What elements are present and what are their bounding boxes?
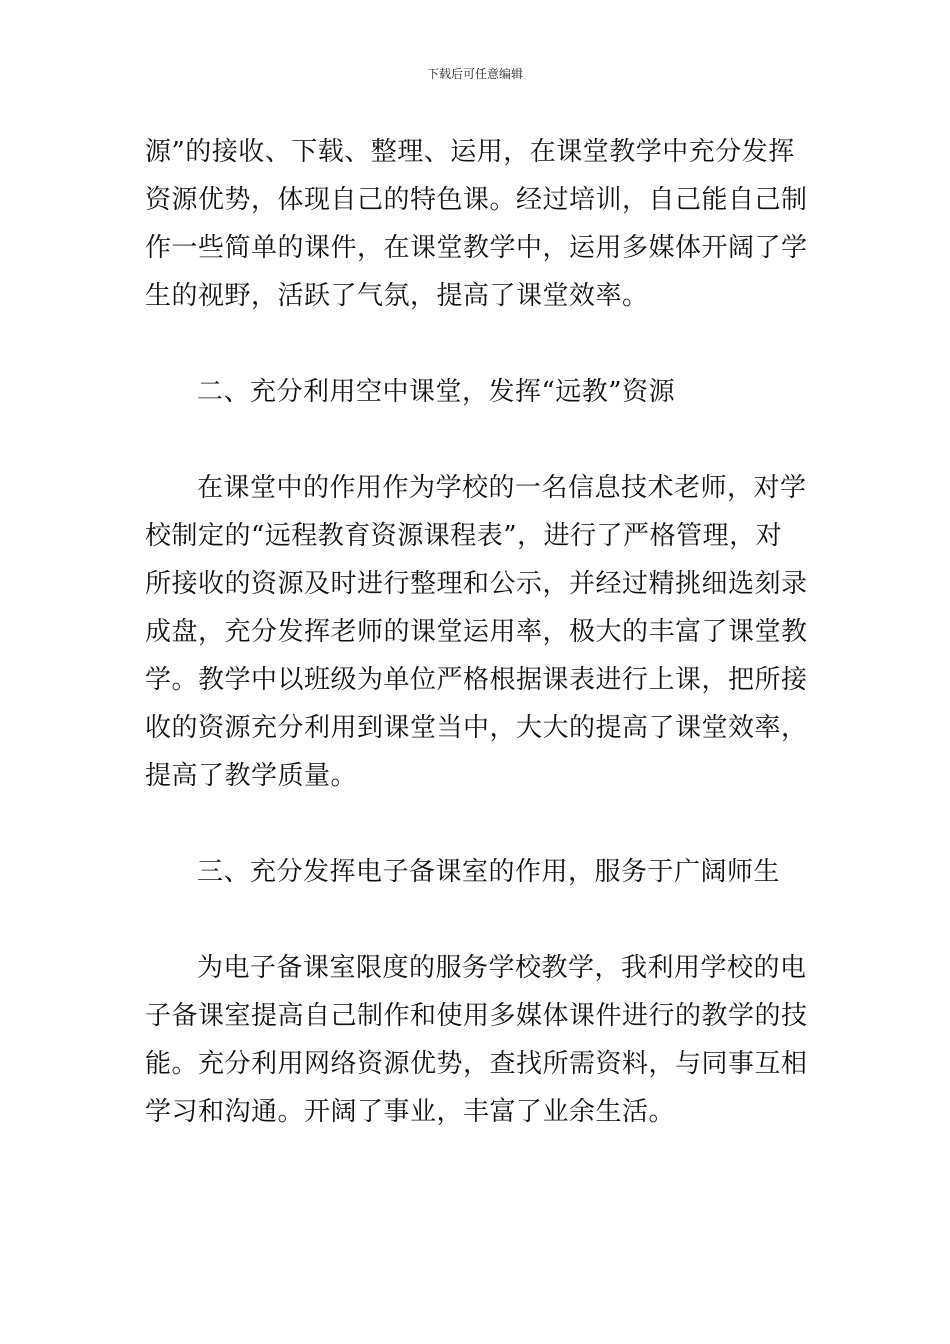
paragraph-line: 能。充分利用网络资源优势，查找所需资料，与同事互相 [145,1049,808,1079]
page-header: 下载后可任意编辑 [426,67,523,81]
paragraph [145,944,811,1136]
paragraph-line: 在课堂中的作用作为学校的一名信息技术老师，对学 [197,473,807,503]
section-heading-line: 三、充分发挥电子备课室的作用，服务于广阔师生 [197,857,781,887]
paragraph-line: 生的视野，活跃了气氛，提高了课堂效率。 [145,281,649,311]
paragraph-line: 资源优势，体现自己的特色课。经过培训，自己能自己制 [145,185,808,215]
paragraph [145,464,811,800]
paragraph-spacer [145,896,811,944]
paragraph-line: 提高了教学质量。 [145,761,358,791]
paragraph-line: 子备课室提高自己制作和使用多媒体课件进行的教学的技 [145,1001,808,1031]
paragraph-spacer [145,800,811,848]
paragraph-spacer [145,416,811,464]
paragraph-line: 收的资源充分利用到课堂当中，大大的提高了课堂效率， [145,713,808,743]
section-heading [145,848,811,896]
document-body [145,128,811,1136]
paragraph-spacer [145,320,811,368]
section-heading [145,368,811,416]
paragraph-line: 成盘，充分发挥老师的课堂运用率，极大的丰富了课堂教 [145,617,808,647]
paragraph-line: 学习和沟通。开阔了事业，丰富了业余生活。 [145,1097,676,1127]
paragraph [145,128,811,320]
paragraph-line: 校制定的“远程教育资源课程表”，进行了严格管理，对 [145,521,783,551]
paragraph-line: 为电子备课室限度的服务学校教学，我利用学校的电 [197,953,807,983]
paragraph-line: 作一些简单的课件，在课堂教学中，运用多媒体开阔了学 [145,233,808,263]
paragraph-line: 所接收的资源及时进行整理和公示，并经过精挑细选刻录 [145,569,808,599]
paragraph-line: 学。教学中以班级为单位严格根据课表进行上课，把所接 [145,665,808,695]
section-heading-line: 二、充分利用空中课堂，发挥“远教”资源 [197,377,676,407]
paragraph-line: 源”的接收、下载、整理、运用，在课堂教学中充分发挥 [145,137,795,167]
